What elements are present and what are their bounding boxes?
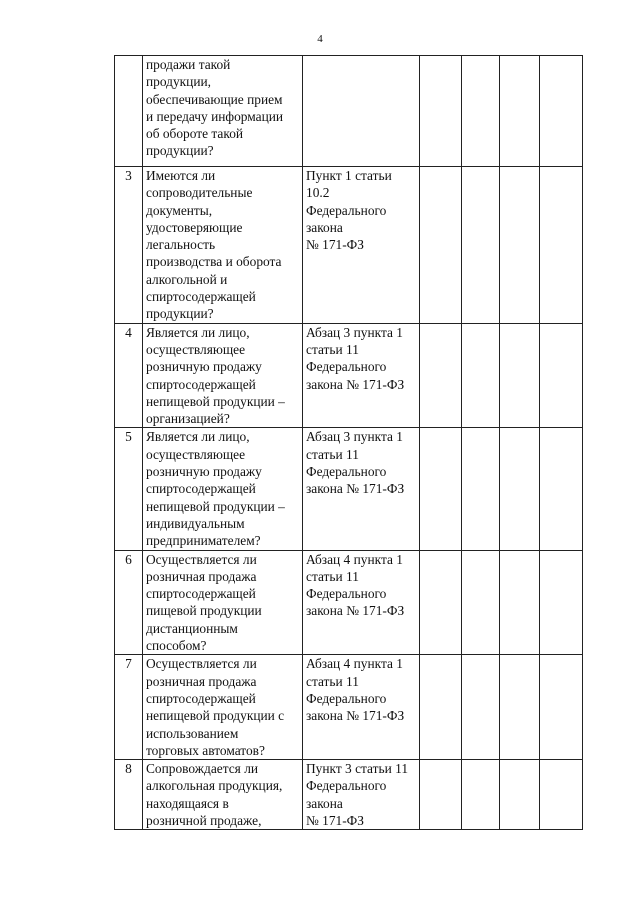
- answer-cell: [462, 323, 500, 428]
- row-number: 3: [115, 167, 143, 324]
- checklist-table: [114, 55, 583, 830]
- reference-cell: Абзац 3 пункта 1 статьи 11 Федерального закона № 171-ФЗ: [303, 428, 420, 550]
- question-cell: Имеются ли сопроводительные документы, удостоверяющие легальность производства и оборота алкогольной и спиртосодержащей продукции?: [143, 167, 303, 324]
- answer-cell: [462, 550, 500, 655]
- answer-cell: [500, 760, 540, 830]
- table-row: [115, 550, 583, 655]
- question-cell: Осуществляется ли розничная продажа спиртосодержащей пищевой продукции дистанционным способом?: [143, 550, 303, 655]
- answer-cell: [420, 56, 462, 167]
- answer-cell: [540, 428, 583, 550]
- answer-cell: [420, 167, 462, 324]
- reference-cell: Абзац 4 пункта 1 статьи 11 Федерального закона № 171-ФЗ: [303, 550, 420, 655]
- answer-cell: [462, 428, 500, 550]
- answer-cell: [540, 655, 583, 760]
- answer-cell: [500, 167, 540, 324]
- table-row: [115, 428, 583, 550]
- reference-cell: Абзац 3 пункта 1 статьи 11 Федерального закона № 171-ФЗ: [303, 323, 420, 428]
- answer-cell: [500, 323, 540, 428]
- question-cell: Осуществляется ли розничная продажа спиртосодержащей непищевой продукции с использованием торговых автоматов?: [143, 655, 303, 760]
- question-cell: Сопровождается ли алкогольная продукция, находящаяся в розничной продаже,: [143, 760, 303, 830]
- answer-cell: [462, 760, 500, 830]
- answer-cell: [462, 167, 500, 324]
- answer-cell: [462, 655, 500, 760]
- answer-cell: [500, 655, 540, 760]
- row-number: 6: [115, 550, 143, 655]
- row-number: 8: [115, 760, 143, 830]
- row-number: 5: [115, 428, 143, 550]
- answer-cell: [540, 760, 583, 830]
- answer-cell: [420, 323, 462, 428]
- answer-cell: [540, 323, 583, 428]
- answer-cell: [540, 56, 583, 167]
- table-row: [115, 655, 583, 760]
- answer-cell: [500, 56, 540, 167]
- answer-cell: [462, 56, 500, 167]
- answer-cell: [420, 428, 462, 550]
- table-row: [115, 56, 583, 167]
- table-row: [115, 760, 583, 830]
- table-row: [115, 323, 583, 428]
- row-number: [115, 56, 143, 167]
- answer-cell: [420, 655, 462, 760]
- answer-cell: [500, 428, 540, 550]
- page-number: 4: [317, 33, 323, 45]
- table-row: [115, 167, 583, 324]
- question-cell: продажи такой продукции, обеспечивающие прием и передачу информации об обороте такой продукции?: [143, 56, 303, 167]
- reference-cell: Абзац 4 пункта 1 статьи 11 Федерального закона № 171-ФЗ: [303, 655, 420, 760]
- reference-cell: [303, 56, 420, 167]
- reference-cell: Пункт 1 статьи 10.2 Федерального закона № 171-ФЗ: [303, 167, 420, 324]
- row-number: 7: [115, 655, 143, 760]
- answer-cell: [500, 550, 540, 655]
- answer-cell: [420, 550, 462, 655]
- question-cell: Является ли лицо, осуществляющее розничную продажу спиртосодержащей непищевой продукции – организацией?: [143, 323, 303, 428]
- reference-cell: Пункт 3 статьи 11 Федерального закона № 171-ФЗ: [303, 760, 420, 830]
- question-cell: Является ли лицо, осуществляющее розничную продажу спиртосодержащей непищевой продукции – индивидуальным предпринимателем?: [143, 428, 303, 550]
- answer-cell: [420, 760, 462, 830]
- answer-cell: [540, 167, 583, 324]
- answer-cell: [540, 550, 583, 655]
- row-number: 4: [115, 323, 143, 428]
